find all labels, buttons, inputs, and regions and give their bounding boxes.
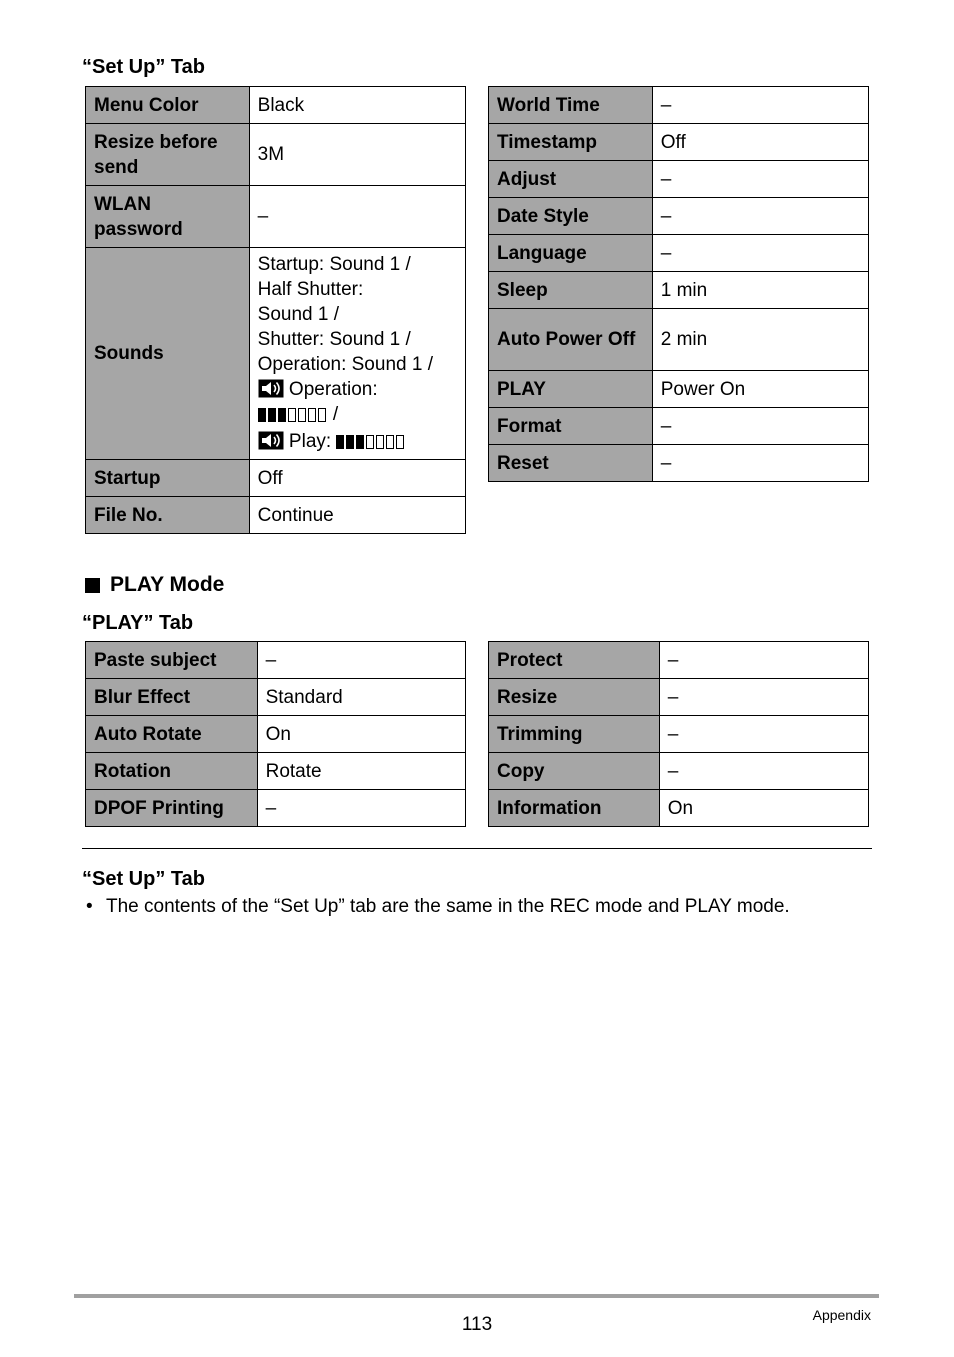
volume-segment xyxy=(268,408,276,422)
table-row xyxy=(489,198,869,235)
setting-key: Date Style xyxy=(489,198,653,235)
volume-segment xyxy=(376,435,384,449)
sounds-line: Operation: Sound 1 / xyxy=(257,353,433,375)
setup-tab-heading: “Set Up” Tab xyxy=(82,56,205,78)
play-mode-title xyxy=(85,572,224,598)
setting-value: – xyxy=(659,716,868,753)
setup-right-table xyxy=(488,86,869,482)
setting-value: – xyxy=(652,408,868,445)
table-row xyxy=(489,124,869,161)
volume-segment xyxy=(396,435,404,449)
setting-key: Timestamp xyxy=(489,124,653,161)
sounds-line: Startup: Sound 1 / xyxy=(257,253,411,275)
table-row xyxy=(489,716,869,753)
setting-value: 1 min xyxy=(652,272,868,309)
setting-value: – xyxy=(659,642,868,679)
sounds-line: Half Shutter: xyxy=(257,278,364,300)
volume-segment xyxy=(346,435,354,449)
play-tab-heading: “PLAY” Tab xyxy=(82,612,194,634)
play-volume-label: Play: xyxy=(288,430,332,452)
setting-value: – xyxy=(257,790,465,827)
setting-value: Off xyxy=(249,460,465,497)
table-row xyxy=(489,309,869,371)
volume-segment xyxy=(258,408,266,422)
table-row xyxy=(86,790,466,827)
setting-key: Auto Rotate xyxy=(86,716,258,753)
table-row xyxy=(86,679,466,716)
setup-tab-heading-bottom: “Set Up” Tab xyxy=(82,868,205,890)
volume-segment xyxy=(318,408,326,422)
speaker-icon xyxy=(258,379,284,398)
table-row xyxy=(86,642,466,679)
volume-segment xyxy=(278,408,286,422)
setting-value: – xyxy=(652,161,868,198)
table-row xyxy=(489,790,869,827)
setting-value: Continue xyxy=(249,497,465,534)
play-left-table xyxy=(85,641,466,827)
setting-value: – xyxy=(659,753,868,790)
bullet-dot: • xyxy=(86,896,93,917)
setting-key: Sounds xyxy=(86,248,250,460)
setting-key: Auto Power Off xyxy=(489,309,653,371)
setting-key: Protect xyxy=(489,642,660,679)
operation-volume-label: Operation: xyxy=(288,378,378,400)
setting-value: Black xyxy=(249,87,465,124)
volume-segment xyxy=(386,435,394,449)
table-row xyxy=(86,248,466,460)
setting-key: Paste subject xyxy=(86,642,258,679)
play-mode-title-text: PLAY Mode xyxy=(110,573,225,596)
sounds-value xyxy=(249,248,465,460)
setting-value: – xyxy=(652,445,868,482)
setup-note xyxy=(86,895,790,919)
setting-key: Format xyxy=(489,408,653,445)
volume-segment xyxy=(366,435,374,449)
setup-left-table xyxy=(85,86,466,534)
section-divider xyxy=(82,848,872,849)
setting-value: – xyxy=(257,642,465,679)
setting-key: Information xyxy=(489,790,660,827)
setting-key: Sleep xyxy=(489,272,653,309)
setting-value: Rotate xyxy=(257,753,465,790)
setting-key: Adjust xyxy=(489,161,653,198)
setting-key: Rotation xyxy=(86,753,258,790)
setting-key: Trimming xyxy=(489,716,660,753)
square-bullet-icon xyxy=(85,578,100,593)
operation-volume-level xyxy=(258,404,328,429)
table-row xyxy=(86,87,466,124)
volume-segment xyxy=(298,408,306,422)
setting-key: Resize xyxy=(489,679,660,716)
table-row xyxy=(489,161,869,198)
operation-volume-level-line xyxy=(258,402,457,429)
volume-segment xyxy=(356,435,364,449)
table-row xyxy=(86,716,466,753)
setup-note-text: The contents of the “Set Up” tab are the same in the REC mode and PLAY mode. xyxy=(106,896,790,917)
table-row xyxy=(86,124,466,186)
table-row xyxy=(489,235,869,272)
table-row xyxy=(86,186,466,248)
setting-value: – xyxy=(659,679,868,716)
table-row xyxy=(489,87,869,124)
setting-key: File No. xyxy=(86,497,250,534)
sounds-line: Shutter: Sound 1 / xyxy=(257,328,411,350)
table-row xyxy=(489,642,869,679)
table-row xyxy=(489,679,869,716)
table-row xyxy=(86,497,466,534)
setting-value: Power On xyxy=(652,371,868,408)
setting-value: – xyxy=(652,198,868,235)
table-row xyxy=(86,753,466,790)
setting-value: Standard xyxy=(257,679,465,716)
volume-segment xyxy=(336,435,344,449)
setting-value: On xyxy=(257,716,465,753)
setting-key: Startup xyxy=(86,460,250,497)
volume-segment xyxy=(288,408,296,422)
footer-section-label: Appendix xyxy=(812,1307,871,1323)
setting-key: World Time xyxy=(489,87,653,124)
footer-rule xyxy=(74,1294,879,1298)
setting-value: – xyxy=(652,87,868,124)
setting-key: Resize before send xyxy=(86,124,250,186)
setting-key: DPOF Printing xyxy=(86,790,258,827)
table-row xyxy=(86,460,466,497)
operation-volume-line xyxy=(258,377,457,402)
play-volume-line xyxy=(258,429,457,456)
setting-key: WLAN password xyxy=(86,186,250,248)
speaker-icon xyxy=(258,431,284,450)
setting-value: Off xyxy=(652,124,868,161)
play-volume-level xyxy=(336,431,406,456)
table-row xyxy=(489,445,869,482)
setting-value: 2 min xyxy=(652,309,868,371)
setting-value: On xyxy=(659,790,868,827)
table-row xyxy=(489,272,869,309)
page-number: 113 xyxy=(461,1314,493,1335)
volume-segment xyxy=(308,408,316,422)
setting-key: PLAY xyxy=(489,371,653,408)
setting-key: Language xyxy=(489,235,653,272)
table-row xyxy=(489,371,869,408)
setting-key: Reset xyxy=(489,445,653,482)
table-row xyxy=(489,753,869,790)
sounds-line: Sound 1 / xyxy=(257,303,339,325)
setting-value: – xyxy=(249,186,465,248)
play-right-table xyxy=(488,641,869,827)
setting-key: Copy xyxy=(489,753,660,790)
setting-value: 3M xyxy=(249,124,465,186)
table-row xyxy=(489,408,869,445)
setting-key: Blur Effect xyxy=(86,679,258,716)
setting-key: Menu Color xyxy=(86,87,250,124)
volume-slash: / xyxy=(332,403,339,425)
setting-value: – xyxy=(652,235,868,272)
